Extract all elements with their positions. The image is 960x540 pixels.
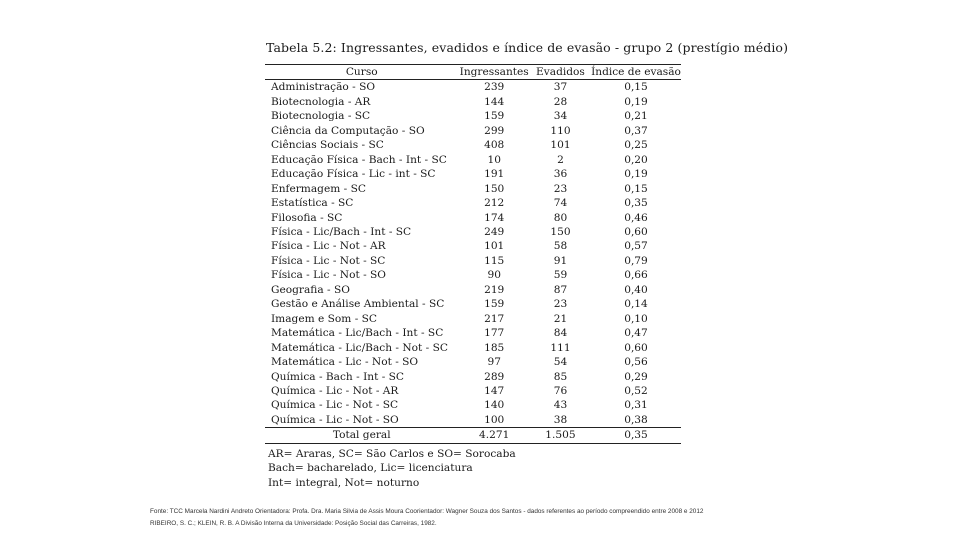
cell-indice: 0,31 <box>624 399 648 412</box>
table-row <box>265 138 681 152</box>
cell-curso: Estatística - SC <box>271 197 354 210</box>
cell-indice: 0,29 <box>624 370 648 383</box>
table-row <box>265 167 681 181</box>
cell-evadidos: 111 <box>550 341 571 354</box>
cell-indice: 0,38 <box>624 413 648 426</box>
cell-indice: 0,40 <box>624 283 648 296</box>
table-row <box>265 370 681 384</box>
cell-ingressantes: 159 <box>484 110 505 123</box>
cell-ingressantes: 147 <box>484 384 505 397</box>
table-row <box>265 341 681 355</box>
cell-ingressantes: 217 <box>484 312 505 325</box>
cell-indice: 0,79 <box>624 254 648 267</box>
source-note <box>150 506 703 530</box>
cell-evadidos: 38 <box>553 413 568 426</box>
table-row <box>265 124 681 138</box>
source-line: Fonte: TCC Marcela Nardini Andreto Orientadora: Profa. Dra. Maria Silvia de Assis Moura Coorientador: Wagner Souza dos Santos - dados referentes ao período compreendido entre 2008 e 2012 <box>150 508 704 515</box>
header-ingressantes: Ingressantes <box>459 66 529 78</box>
source-line: RIBEIRO, S. C.; KLEIN, R. B. A Divisão Interna da Universidade: Posição Social das Carreiras, 1982. <box>150 520 437 527</box>
cell-indice: 0,35 <box>624 197 648 210</box>
cell-ingressantes: 140 <box>484 399 505 412</box>
cell-evadidos: 23 <box>553 298 568 311</box>
cell-curso: Ciências Sociais - SC <box>271 139 384 152</box>
cell-evadidos: 110 <box>550 124 571 137</box>
cell-indice: 0,20 <box>624 153 648 166</box>
table-row <box>265 398 681 412</box>
cell-curso: Imagem e Som - SC <box>271 312 378 325</box>
table-row <box>265 196 681 210</box>
table-row <box>265 355 681 369</box>
table-row <box>265 413 681 428</box>
cell-curso: Educação Física - Bach - Int - SC <box>271 153 447 166</box>
cell-evadidos: 59 <box>553 269 568 282</box>
cell-ingressantes: 100 <box>484 413 505 426</box>
table-header-row <box>265 65 681 80</box>
table-row <box>265 95 681 109</box>
cell-ingressantes: 174 <box>484 211 505 224</box>
cell-indice: 0,19 <box>624 95 648 108</box>
cell-evadidos: 2 <box>557 153 564 166</box>
data-table-container <box>265 64 681 444</box>
cell-ingressantes: 159 <box>484 298 505 311</box>
total-label: Total geral <box>265 428 458 443</box>
cell-indice: 0,14 <box>624 298 648 311</box>
table-row <box>265 153 681 167</box>
cell-curso: Química - Lic - Not - AR <box>271 384 399 397</box>
cell-ingressantes: 191 <box>484 168 505 181</box>
cell-curso: Biotecnologia - AR <box>271 95 371 108</box>
cell-evadidos: 74 <box>553 197 568 210</box>
cell-indice: 0,15 <box>624 182 648 195</box>
cell-curso: Administração - SO <box>271 81 376 94</box>
table-caption: Tabela 5.2: Ingressantes, evadidos e índice de evasão - grupo 2 (prestígio médio) <box>266 40 789 55</box>
cell-ingressantes: 101 <box>484 240 505 253</box>
data-table <box>265 65 681 443</box>
table-row <box>265 182 681 196</box>
cell-curso: Física - Lic/Bach - Int - SC <box>271 225 412 238</box>
cell-indice: 0,60 <box>624 341 648 354</box>
cell-indice: 0,21 <box>624 110 648 123</box>
cell-indice: 0,15 <box>624 81 648 94</box>
cell-indice: 0,60 <box>624 225 648 238</box>
cell-evadidos: 36 <box>553 168 568 181</box>
table-row <box>265 297 681 311</box>
cell-curso: Química - Lic - Not - SO <box>271 413 399 426</box>
cell-curso: Biotecnologia - SC <box>271 110 371 123</box>
cell-curso: Enfermagem - SC <box>271 182 366 195</box>
cell-curso: Geografia - SO <box>271 283 350 296</box>
cell-curso: Ciência da Computação - SO <box>271 124 425 137</box>
cell-ingressantes: 185 <box>484 341 505 354</box>
cell-curso: Física - Lic - Not - SC <box>271 254 386 267</box>
legend-line: Bach= bacharelado, Lic= licenciatura <box>268 462 473 475</box>
cell-ingressantes: 150 <box>484 182 505 195</box>
table-row <box>265 384 681 398</box>
cell-curso: Física - Lic - Not - AR <box>271 240 386 253</box>
cell-indice: 0,19 <box>624 168 648 181</box>
cell-ingressantes: 299 <box>484 124 505 137</box>
cell-ingressantes: 115 <box>484 254 505 267</box>
cell-indice: 0,10 <box>624 312 648 325</box>
cell-ingressantes: 177 <box>484 327 505 340</box>
cell-indice: 0,52 <box>624 384 648 397</box>
legend-line: AR= Araras, SC= São Carlos e SO= Sorocaba <box>268 448 516 460</box>
cell-evadidos: 150 <box>550 225 571 238</box>
cell-evadidos: 91 <box>553 254 568 267</box>
table-row <box>265 239 681 253</box>
cell-ingressantes: 408 <box>484 139 505 152</box>
cell-indice: 0,25 <box>624 139 648 152</box>
cell-ingressantes: 219 <box>484 283 505 296</box>
cell-evadidos: 85 <box>553 370 568 383</box>
cell-evadidos: 28 <box>553 95 568 108</box>
cell-curso: Química - Bach - Int - SC <box>271 370 405 383</box>
cell-curso: Educação Física - Lic - int - SC <box>271 168 436 181</box>
table-body <box>265 80 681 428</box>
table-row <box>265 312 681 326</box>
cell-evadidos: 23 <box>553 182 568 195</box>
table-row <box>265 80 681 95</box>
cell-indice: 0,56 <box>624 356 648 369</box>
cell-evadidos: 87 <box>553 283 568 296</box>
cell-ingressantes: 289 <box>484 370 505 383</box>
table-row <box>265 109 681 123</box>
table-row <box>265 225 681 239</box>
cell-ingressantes: 249 <box>484 225 505 238</box>
cell-ingressantes: 90 <box>487 269 501 282</box>
legend-line: Int= integral, Not= noturno <box>268 476 420 489</box>
total-evadidos: 1.505 <box>530 428 591 443</box>
cell-ingressantes: 212 <box>484 197 505 210</box>
cell-ingressantes: 144 <box>484 95 505 108</box>
cell-evadidos: 58 <box>553 240 568 253</box>
total-indice: 0,35 <box>591 428 681 443</box>
cell-curso: Filosofia - SC <box>271 211 343 224</box>
table-row <box>265 254 681 268</box>
cell-evadidos: 34 <box>553 110 568 123</box>
cell-curso: Matemática - Lic/Bach - Not - SC <box>271 341 448 354</box>
cell-indice: 0,37 <box>624 124 648 137</box>
cell-evadidos: 43 <box>553 399 568 412</box>
header-indice: Índice de evasão <box>591 66 681 78</box>
cell-indice: 0,66 <box>624 269 648 282</box>
cell-indice: 0,47 <box>624 327 648 340</box>
cell-evadidos: 76 <box>553 384 568 397</box>
cell-curso: Gestão e Análise Ambiental - SC <box>271 298 445 311</box>
cell-curso: Matemática - Lic/Bach - Int - SC <box>271 327 444 340</box>
cell-ingressantes: 10 <box>487 153 501 166</box>
cell-indice: 0,46 <box>624 211 648 224</box>
table-total-row <box>265 428 681 443</box>
cell-evadidos: 101 <box>550 139 571 152</box>
table-row <box>265 326 681 340</box>
cell-evadidos: 37 <box>553 81 568 94</box>
header-curso: Curso <box>265 65 458 80</box>
cell-ingressantes: 239 <box>484 81 505 94</box>
table-legend <box>268 447 516 490</box>
total-ingressantes: 4.271 <box>458 428 529 443</box>
header-evadidos: Evadidos <box>530 65 591 80</box>
table-row <box>265 268 681 282</box>
table-row <box>265 211 681 225</box>
cell-curso: Química - Lic - Not - SC <box>271 399 399 412</box>
table-row <box>265 283 681 297</box>
cell-curso: Física - Lic - Not - SO <box>271 269 386 282</box>
cell-evadidos: 21 <box>553 312 568 325</box>
cell-indice: 0,57 <box>624 240 648 253</box>
cell-evadidos: 80 <box>553 211 568 224</box>
cell-ingressantes: 97 <box>487 356 501 369</box>
cell-evadidos: 84 <box>553 327 568 340</box>
cell-curso: Matemática - Lic - Not - SO <box>271 356 419 369</box>
cell-evadidos: 54 <box>553 356 568 369</box>
